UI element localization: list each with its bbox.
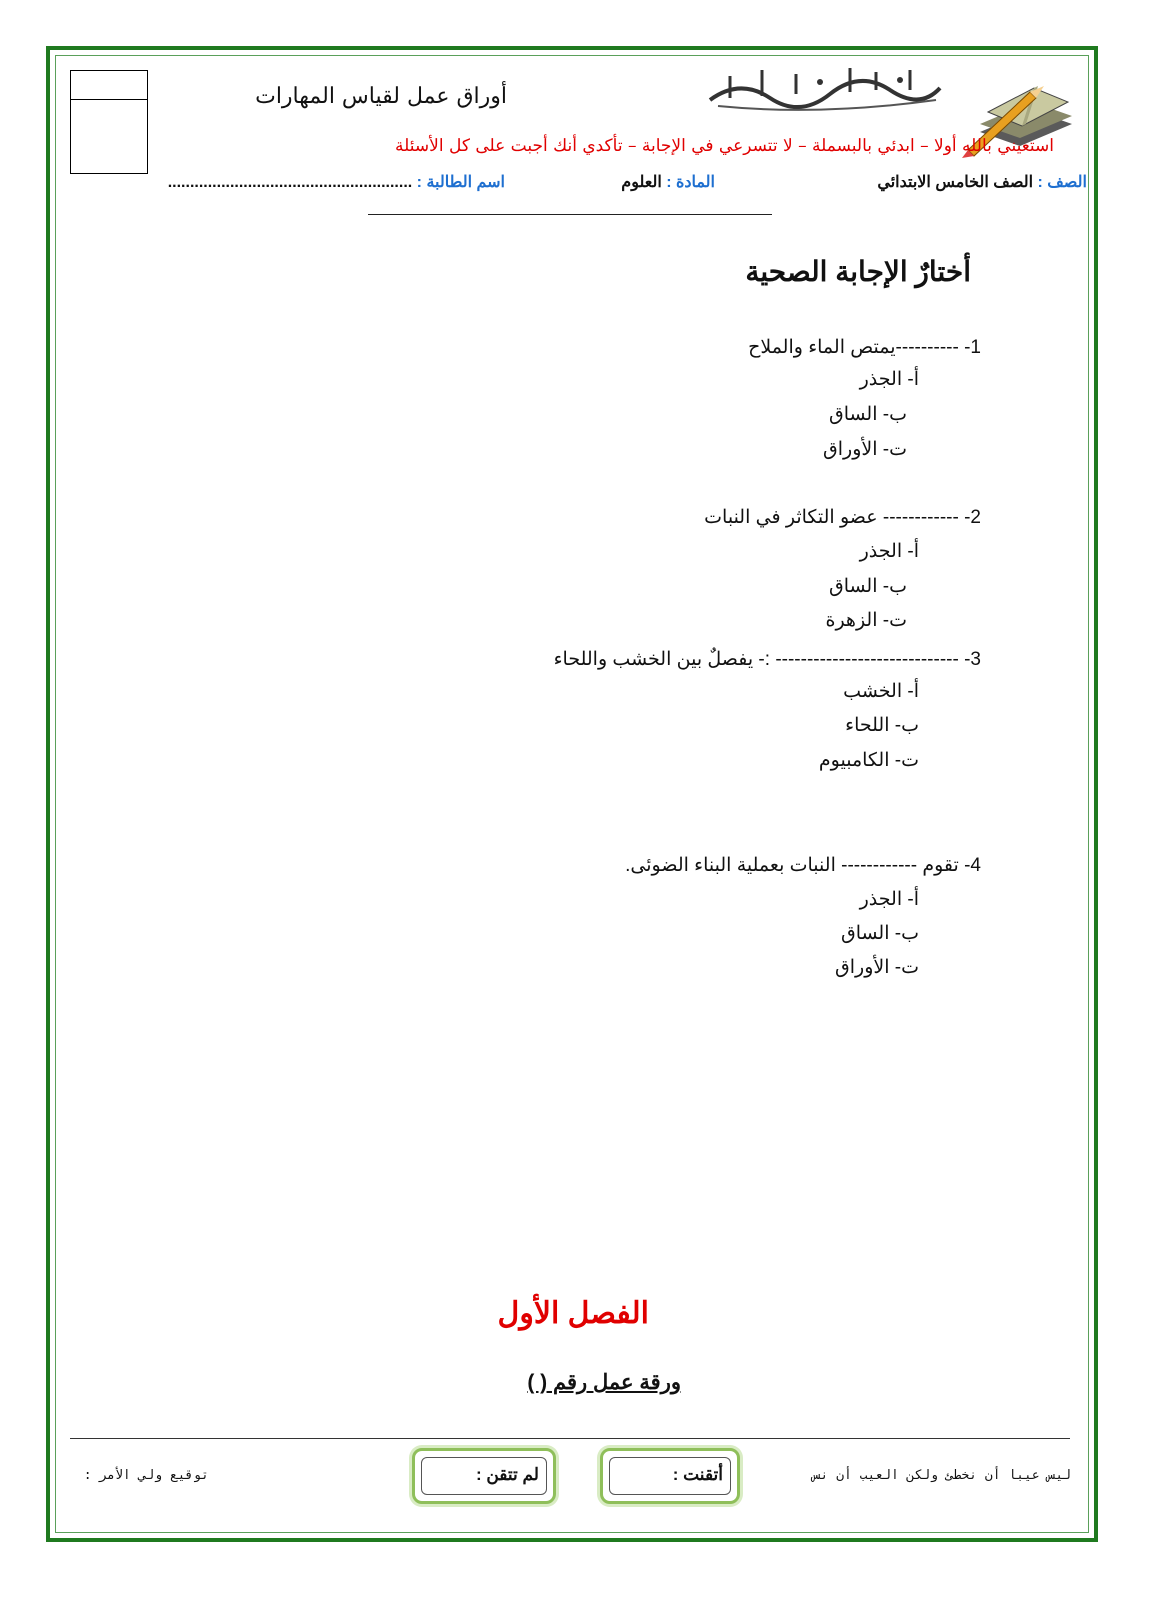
section-title: أختارٌ الإجابة الصحية	[745, 256, 971, 287]
question-text: ------------ عضو التكاثر في النبات	[704, 507, 959, 528]
grade-label: الصف :	[1037, 174, 1087, 191]
option-3b[interactable]: ب- اللحاء	[845, 715, 919, 736]
subject-value: العلوم	[621, 174, 662, 191]
option-1a[interactable]: أ- الجذر	[859, 369, 919, 390]
not-mastered-label: لم تتقن :	[475, 1465, 539, 1484]
question-number: 3-	[964, 649, 981, 670]
question-text: تقوم ------------ النبات بعملية البناء الضوئى.	[625, 855, 959, 876]
footer-motto: ليس عيبا أن نخطئ ولكن العيب أن نس	[812, 1468, 1071, 1483]
question-text: ----------------------------- :- يفصلٌ بين الخشب واللحاء	[553, 649, 959, 670]
chapter-title: الفصل الأول	[497, 1297, 649, 1330]
question-1	[748, 336, 981, 359]
worksheet-number: ورقة عمل رقم ( )	[527, 1371, 681, 1394]
question-2	[704, 506, 981, 529]
question-4	[625, 854, 981, 877]
grade-field	[877, 172, 1087, 192]
option-3a[interactable]: أ- الخشب	[843, 681, 919, 702]
question-text: ----------يمتص الماء والملاح	[748, 337, 959, 358]
basmala-calligraphy	[700, 60, 950, 116]
footer-divider	[70, 1438, 1070, 1439]
instructions-text: استعيني بالله أولا – ابدئي بالبسملة – لا تتسرعي في الإجابة – تأكدي أنك أجبت على كل الأسئلة	[395, 136, 1054, 156]
student-name-blank: .......................................................	[167, 174, 413, 191]
mastered-box[interactable]	[600, 1448, 740, 1504]
option-4c[interactable]: ت- الأوراق	[835, 957, 919, 978]
student-name-field	[168, 172, 505, 192]
score-box-divider	[71, 99, 147, 100]
option-2b[interactable]: ب- الساق	[828, 576, 907, 597]
option-1b[interactable]: ب- الساق	[828, 404, 907, 425]
header-divider	[368, 214, 772, 215]
option-4b[interactable]: ب- الساق	[840, 923, 919, 944]
worksheets-title: أوراق عمل لقياس المهارات	[255, 84, 507, 109]
option-3c[interactable]: ت- الكامبيوم	[818, 750, 919, 771]
option-2c[interactable]: ت- الزهرة	[825, 610, 907, 631]
option-2a[interactable]: أ- الجذر	[859, 541, 919, 562]
question-3	[554, 648, 981, 671]
grade-score-box	[70, 70, 148, 174]
subject-label: المادة :	[666, 174, 715, 191]
guardian-signature: توقيع ولي الأمر :	[83, 1468, 209, 1483]
question-number: 4-	[964, 855, 981, 876]
option-1c[interactable]: ت- الأوراق	[823, 439, 907, 460]
question-number: 1-	[964, 337, 981, 358]
subject-field	[621, 172, 715, 192]
student-name-label: اسم الطالبة :	[416, 174, 505, 191]
mastered-label: أتقنت :	[672, 1465, 723, 1484]
question-number: 2-	[964, 507, 981, 528]
option-4a[interactable]: أ- الجذر	[859, 889, 919, 910]
not-mastered-box[interactable]	[412, 1448, 556, 1504]
grade-value: الصف الخامس الابتدائي	[877, 174, 1034, 191]
